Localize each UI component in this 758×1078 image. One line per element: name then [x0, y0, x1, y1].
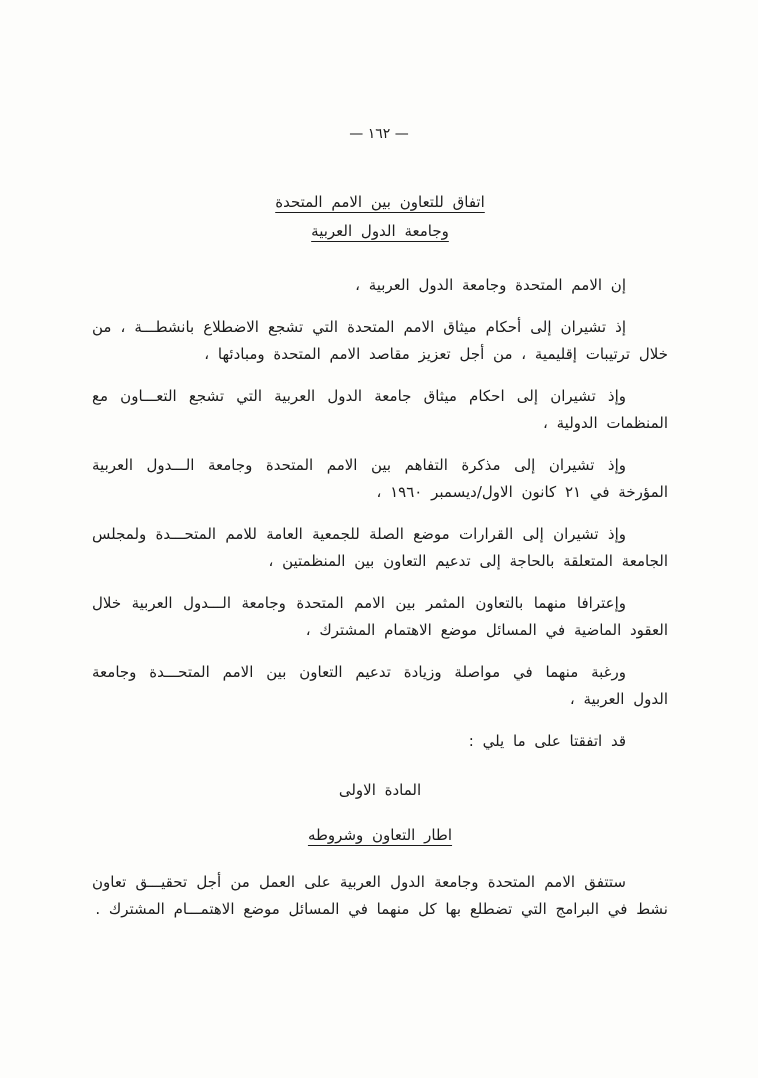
- preamble-paragraph-5: وإذ تشيران إلى القرارات موضع الصلة للجمعية العامة للامم المتحـــدة ولمجلس الجامعة المتعلقة بالحاجة إلى تدعيم التعاون بين المنظمتين ،: [92, 525, 668, 570]
- preamble-paragraph-4: وإذ تشيران إلى مذكرة التفاهم بين الامم المتحدة وجامعة الـــدول العربية المؤرخة في ٢١ كانون الاول/ديسمبر ١٩٦٠ ،: [92, 456, 668, 501]
- preamble-paragraph-6: وإعترافا منهما بالتعاون المثمر بين الامم المتحدة وجامعة الـــدول العربية خلال العقود الماضية في المسائل موضع الاهتمام المشترك ،: [92, 594, 668, 639]
- title-line-2: [92, 217, 668, 246]
- title-line-1-text: اتفاق للتعاون بين الامم المتحدة: [275, 193, 485, 211]
- preamble-paragraph-7: ورغبة منهما في مواصلة وزيادة تدعيم التعاون بين الامم المتحـــدة وجامعة الدول العربية ،: [92, 663, 668, 708]
- article-subheading: [92, 822, 668, 849]
- page-number: — ١٦٢ —: [349, 126, 409, 142]
- article-paragraph-1: ستتفق الامم المتحدة وجامعة الدول العربية على العمل من أجل تحقيـــق تعاون نشط في البرامج التي تضطلع بها كل منهما في المسائل موضع الاهتمـــام المشترك .: [92, 873, 668, 918]
- document-body: [92, 188, 668, 923]
- article-heading: المادة الاولى: [338, 781, 422, 799]
- article-subheading-text: اطار التعاون وشروطه: [307, 826, 453, 844]
- title-line-2-text: وجامعة الدول العربية: [311, 222, 449, 240]
- preamble-paragraph-2: إذ تشيران إلى أحكام ميثاق الامم المتحدة التي تشجع الاضطلاع بانشطـــة ، من خلال ترتيبات إقليمية ، من أجل تعزيز مقاصد الامم المتحدة ومبادئها ،: [92, 318, 668, 363]
- preamble-paragraph-8: قد اتفقتا على ما يلي :: [468, 732, 626, 750]
- preamble-paragraph-1: إن الامم المتحدة وجامعة الدول العربية ،: [355, 276, 626, 294]
- preamble-paragraph-3: وإذ تشيران إلى احكام ميثاق جامعة الدول العربية التي تشجع التعـــاون مع المنظمات الدولية ،: [92, 387, 668, 432]
- title-line-1: [92, 188, 668, 217]
- document-title: [92, 188, 668, 246]
